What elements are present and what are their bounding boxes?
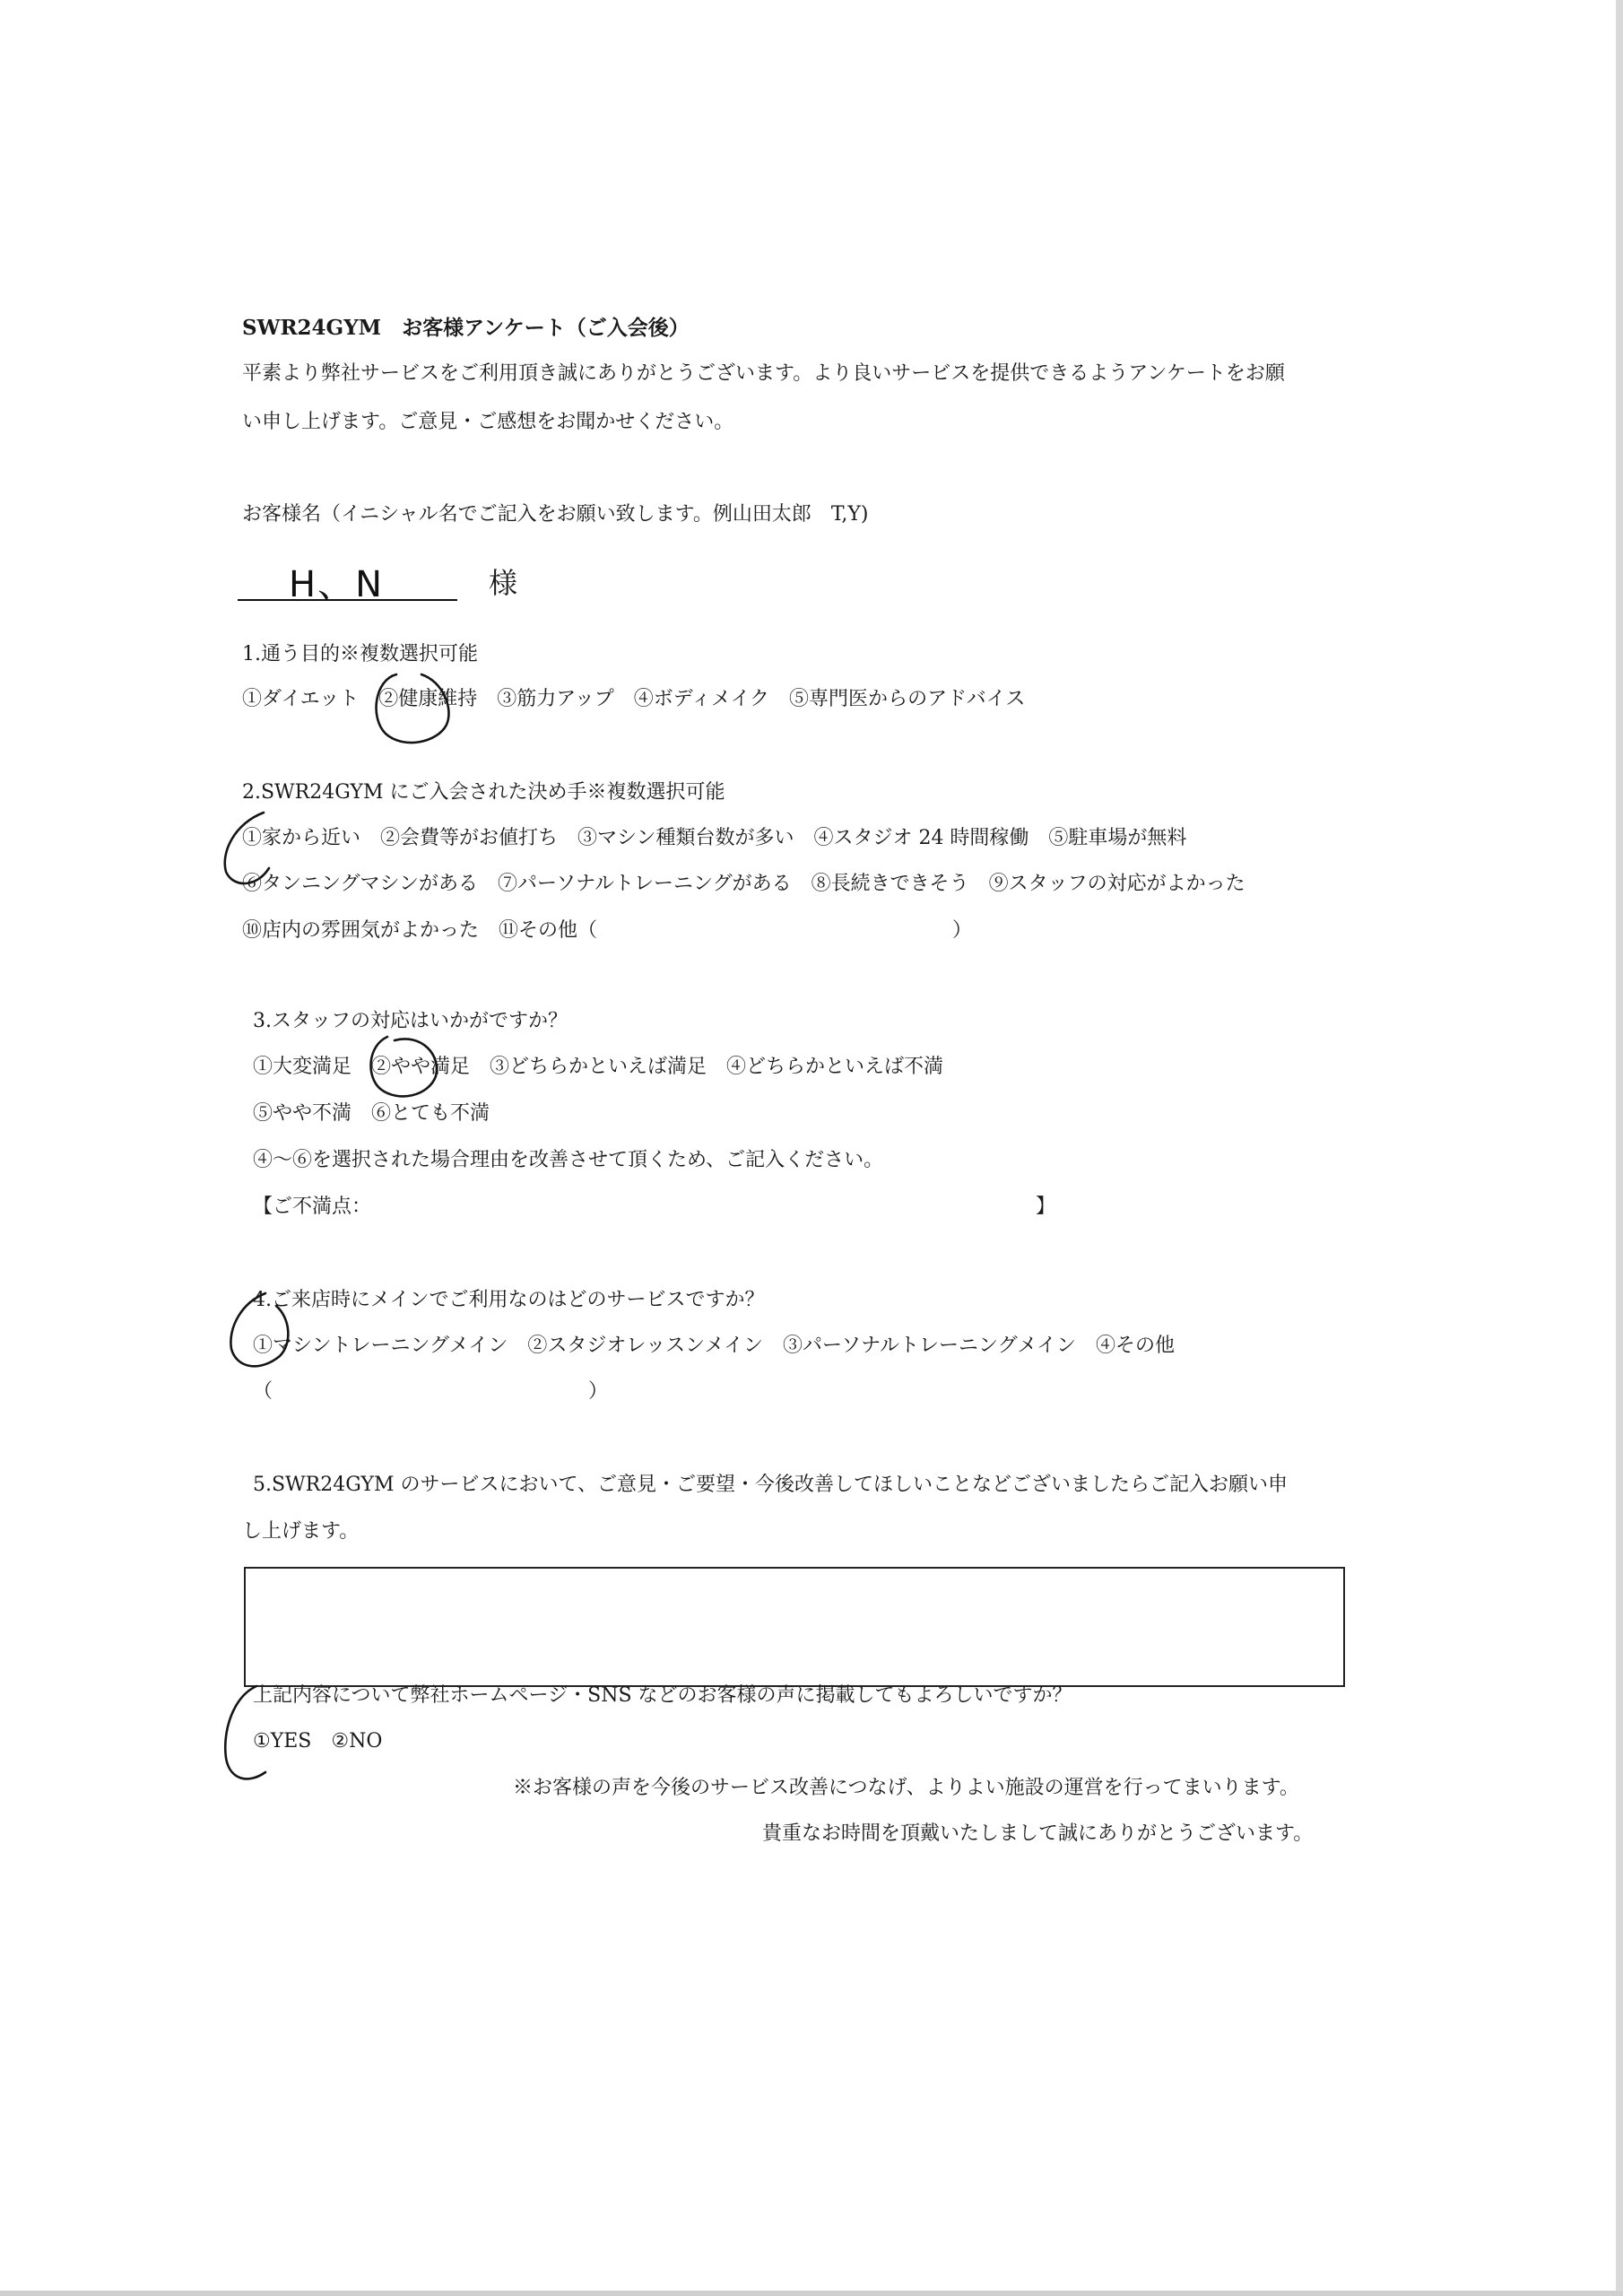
q3-options-line-1[interactable]: ①大変満足 ②やや満足 ③どちらかといえば満足 ④どちらかといえば不満: [253, 1056, 944, 1078]
q4-options[interactable]: ①マシントレーニングメイン ②スタジオレッスンメイン ③パーソナルトレーニングメイン ④その他: [253, 1335, 1175, 1357]
q3-reason-open: 【ご不満点：: [253, 1196, 372, 1218]
intro-line-1: 平素より弊社サービスをご利用頂き誠にありがとうございます。より良いサービスを提供できるようアンケートをお願: [242, 362, 1285, 385]
customer-name-underline: [238, 599, 457, 601]
closing-line-1: ※お客様の声を今後のサービス改善につなげ、よりよい施設の運営を行ってまいります。: [513, 1777, 1299, 1799]
consent-question: 上記内容について弊社ホームページ・SNS などのお客様の声に掲載してもよろしいですか？: [253, 1684, 1072, 1707]
scan-edge-bottom: [0, 2291, 1623, 2296]
q5-question-line-1: 5.SWR24GYM のサービスにおいて、ご意見・ご要望・今後改善してほしいことなどございましたらご記入お願い申: [253, 1474, 1289, 1496]
customer-name-handwritten[interactable]: H、N: [289, 564, 384, 605]
q4-question: 4.ご来店時にメインでご利用なのはどのサービスですか？: [253, 1289, 765, 1311]
q4-other-field[interactable]: （ ）: [253, 1380, 609, 1403]
q2-options-line-1[interactable]: ①家から近い ②会費等がお値打ち ③マシン種類台数が多い ④スタジオ 24 時間稼働 ⑤駐車場が無料: [242, 827, 1187, 849]
survey-title: SWR24GYM お客様アンケート（ご入会後）: [242, 316, 690, 340]
q2-options-line-2[interactable]: ⑥タンニングマシンがある ⑦パーソナルトレーニングがある ⑧長続きできそう ⑨スタッフの対応がよかった: [242, 873, 1245, 895]
customer-name-label: お客様名（イニシャル名でご記入をお願い致します。例山田太郎 T,Y): [242, 503, 869, 526]
consent-options[interactable]: ①YES ②NO: [253, 1730, 383, 1752]
intro-line-2: い申し上げます。ご意見・ご感想をお聞かせください。: [242, 411, 734, 433]
q1-question: 1.通う目的※複数選択可能: [242, 643, 478, 665]
q5-question-line-2: し上げます。: [242, 1520, 360, 1543]
q3-reason-close: 】: [1036, 1196, 1056, 1218]
scan-edge-right: [1616, 0, 1623, 2296]
q3-question: 3.スタッフの対応はいかがですか？: [253, 1010, 568, 1032]
q1-options[interactable]: ①ダイエット ②健康維持 ③筋力アップ ④ボディメイク ⑤専門医からのアドバイス: [242, 688, 1026, 710]
q2-question: 2.SWR24GYM にご入会された決め手※複数選択可能: [242, 781, 725, 804]
customer-honorific: 様: [489, 566, 518, 600]
q2-options-line-3[interactable]: ⑩店内の雰囲気がよかった ⑪その他（ ）: [242, 919, 973, 942]
q5-comment-box[interactable]: [244, 1567, 1345, 1687]
closing-line-2: 貴重なお時間を頂戴いたしまして誠にありがとうございます。: [762, 1822, 1314, 1845]
q3-options-line-2[interactable]: ⑤やや不満 ⑥とても不満: [253, 1102, 490, 1125]
q3-instruction: ④～⑥を選択された場合理由を改善させて頂くため、ご記入ください。: [253, 1149, 884, 1171]
